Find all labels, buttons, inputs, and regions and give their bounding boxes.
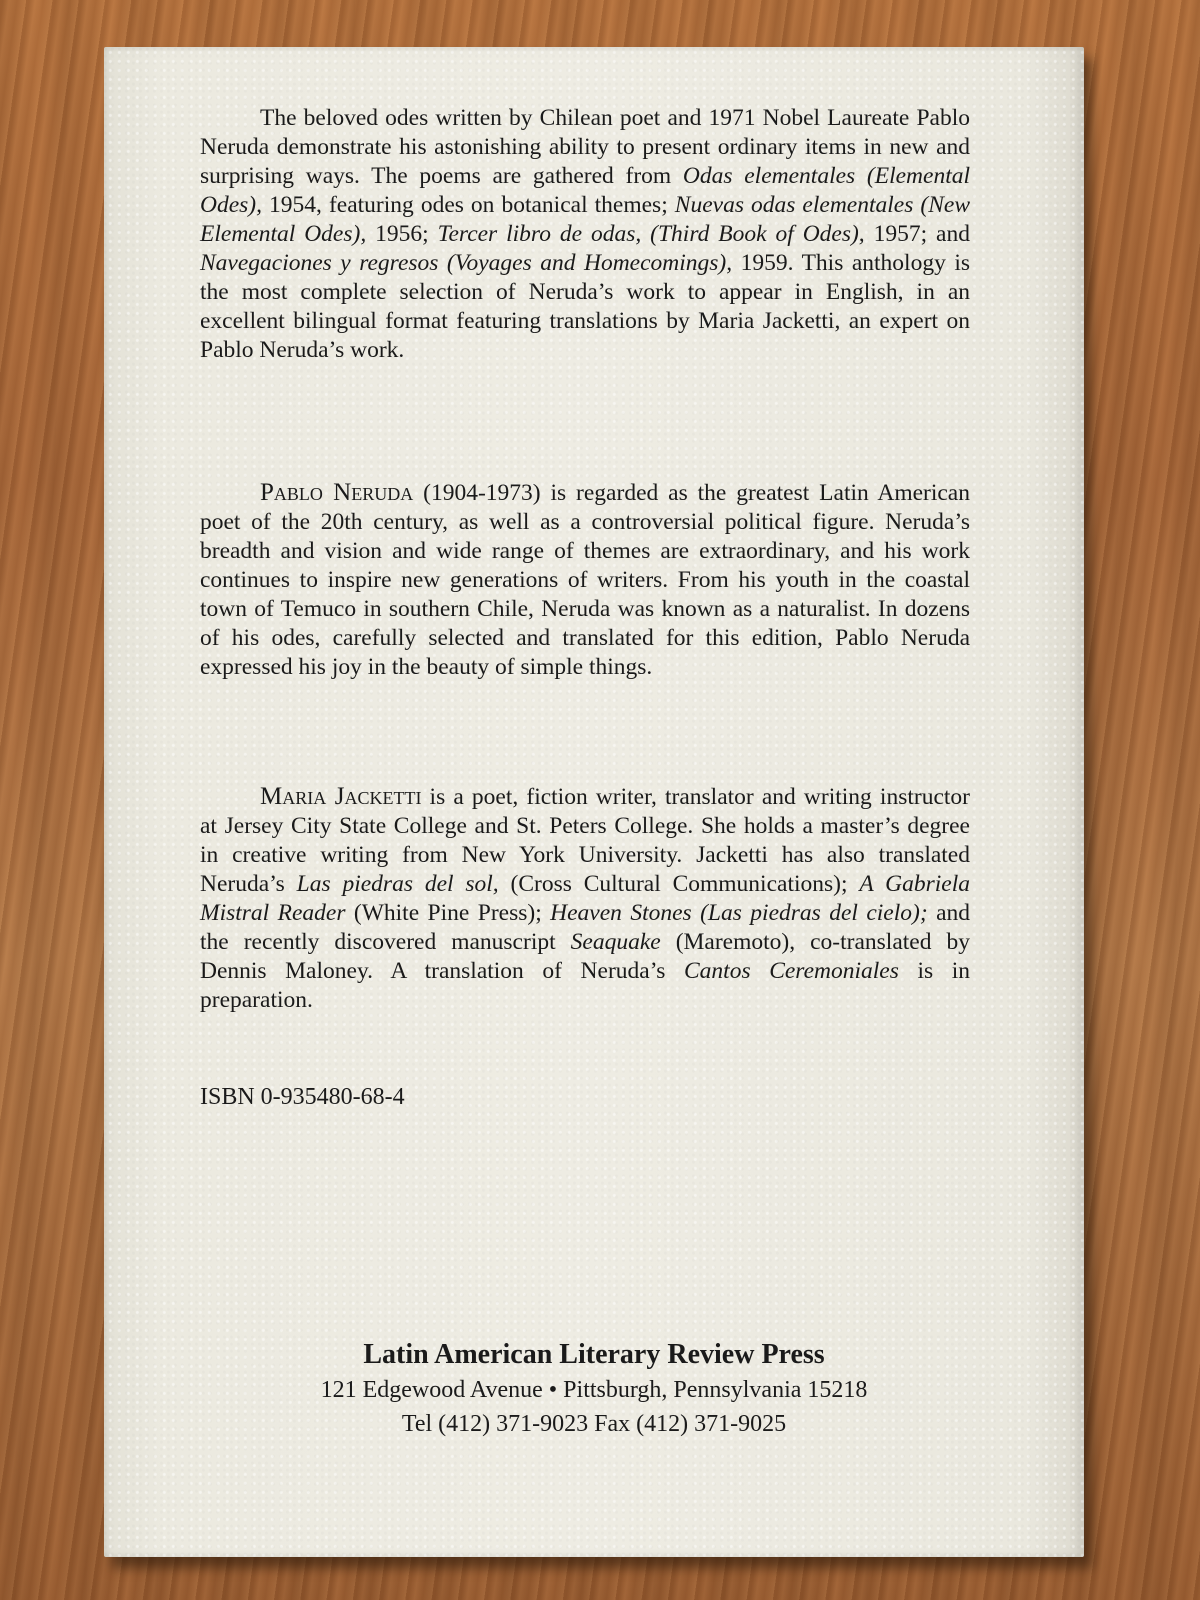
translator-title-1: Las piedras del sol, — [296, 871, 499, 897]
translator-text-3: (White Pine Press); — [345, 900, 551, 926]
publisher-name: Latin American Literary Review Press — [363, 1339, 825, 1370]
description-paragraph — [200, 104, 970, 365]
neruda-name: Pablo Neruda — [260, 479, 414, 506]
neruda-bio-paragraph — [200, 478, 970, 682]
isbn: ISBN 0-935480-68-4 — [200, 1084, 405, 1110]
book-back-cover — [104, 47, 1084, 1557]
description-text-5: 1959. This anthology is the most complete selection of Neruda’s work to appear in English, in an excellent bilingual format featuring translations by Maria Jacketti, an expert on Pablo Neruda’s work. — [200, 250, 970, 363]
translator-title-3: Heaven Stones (Las piedras del cielo); — [550, 900, 928, 926]
translator-text-4: and the recently discovered manuscript — [200, 900, 971, 955]
translator-title-4: Seaquake — [570, 929, 661, 955]
neruda-bio-text: (1904-1973) is regarded as the greatest Latin American poet of the 20th century, as well as a controversial political figure. Neruda’s breadth and vision and wide range of themes are extraordinary, and his work continues to inspire new generations of writers. From his youth in the coastal town of Temuco in southern Chile, Neruda was known as a naturalist. In dozens of his odes, carefully selected and translated for this edition, Pablo Neruda expressed his joy in the beauty of simple things. — [200, 480, 970, 680]
description-title-3: Tercer libro de odas, (Third Book of Odes), — [437, 221, 865, 247]
description-text-4: 1957; and — [864, 221, 970, 247]
publisher-block — [104, 1337, 1084, 1441]
publisher-contact: Tel (412) 371-9023 Fax (412) 371-9025 — [401, 1411, 787, 1437]
translator-title-5: Cantos Ceremoniales — [684, 958, 899, 984]
translator-text-6: is in preparation. — [200, 958, 970, 1013]
description-text-3: 1956; — [366, 221, 438, 247]
publisher-address: 121 Edgewood Avenue • Pittsburgh, Pennsylvania 15218 — [320, 1377, 868, 1403]
description-title-2: Nuevas odas elementales (New Elemental Odes), — [200, 192, 971, 247]
translator-name: Maria Jacketti — [260, 783, 422, 810]
description-text-2: 1954, featuring odes on botanical themes; — [262, 192, 675, 218]
description-title-4: Navegaciones y regresos (Voyages and Homecomings), — [200, 250, 733, 276]
description-title-1: Odas elementales (Elemental Odes), — [200, 163, 970, 218]
translator-text-2: (Cross Cultural Communications); — [498, 871, 860, 897]
description-text-1: The beloved odes written by Chilean poet and 1971 Nobel Laureate Pablo Neruda demonstrate his astonishing ability to present ordinary items in new and surprising ways. The poems are gathered from — [200, 105, 970, 189]
translator-bio-paragraph — [200, 782, 970, 1015]
translator-text-1: is a poet, fiction writer, translator and writing instructor at Jersey City State College and St. Peters College. She holds a master’s degree in creative writing from New York University. Jacketti has also translated Neruda’s — [200, 784, 970, 897]
translator-title-2: A Gabriela Mistral Reader — [200, 871, 970, 926]
translator-text-5: (Maremoto), co-translated by Dennis Maloney. A translation of Neruda’s — [200, 929, 970, 984]
